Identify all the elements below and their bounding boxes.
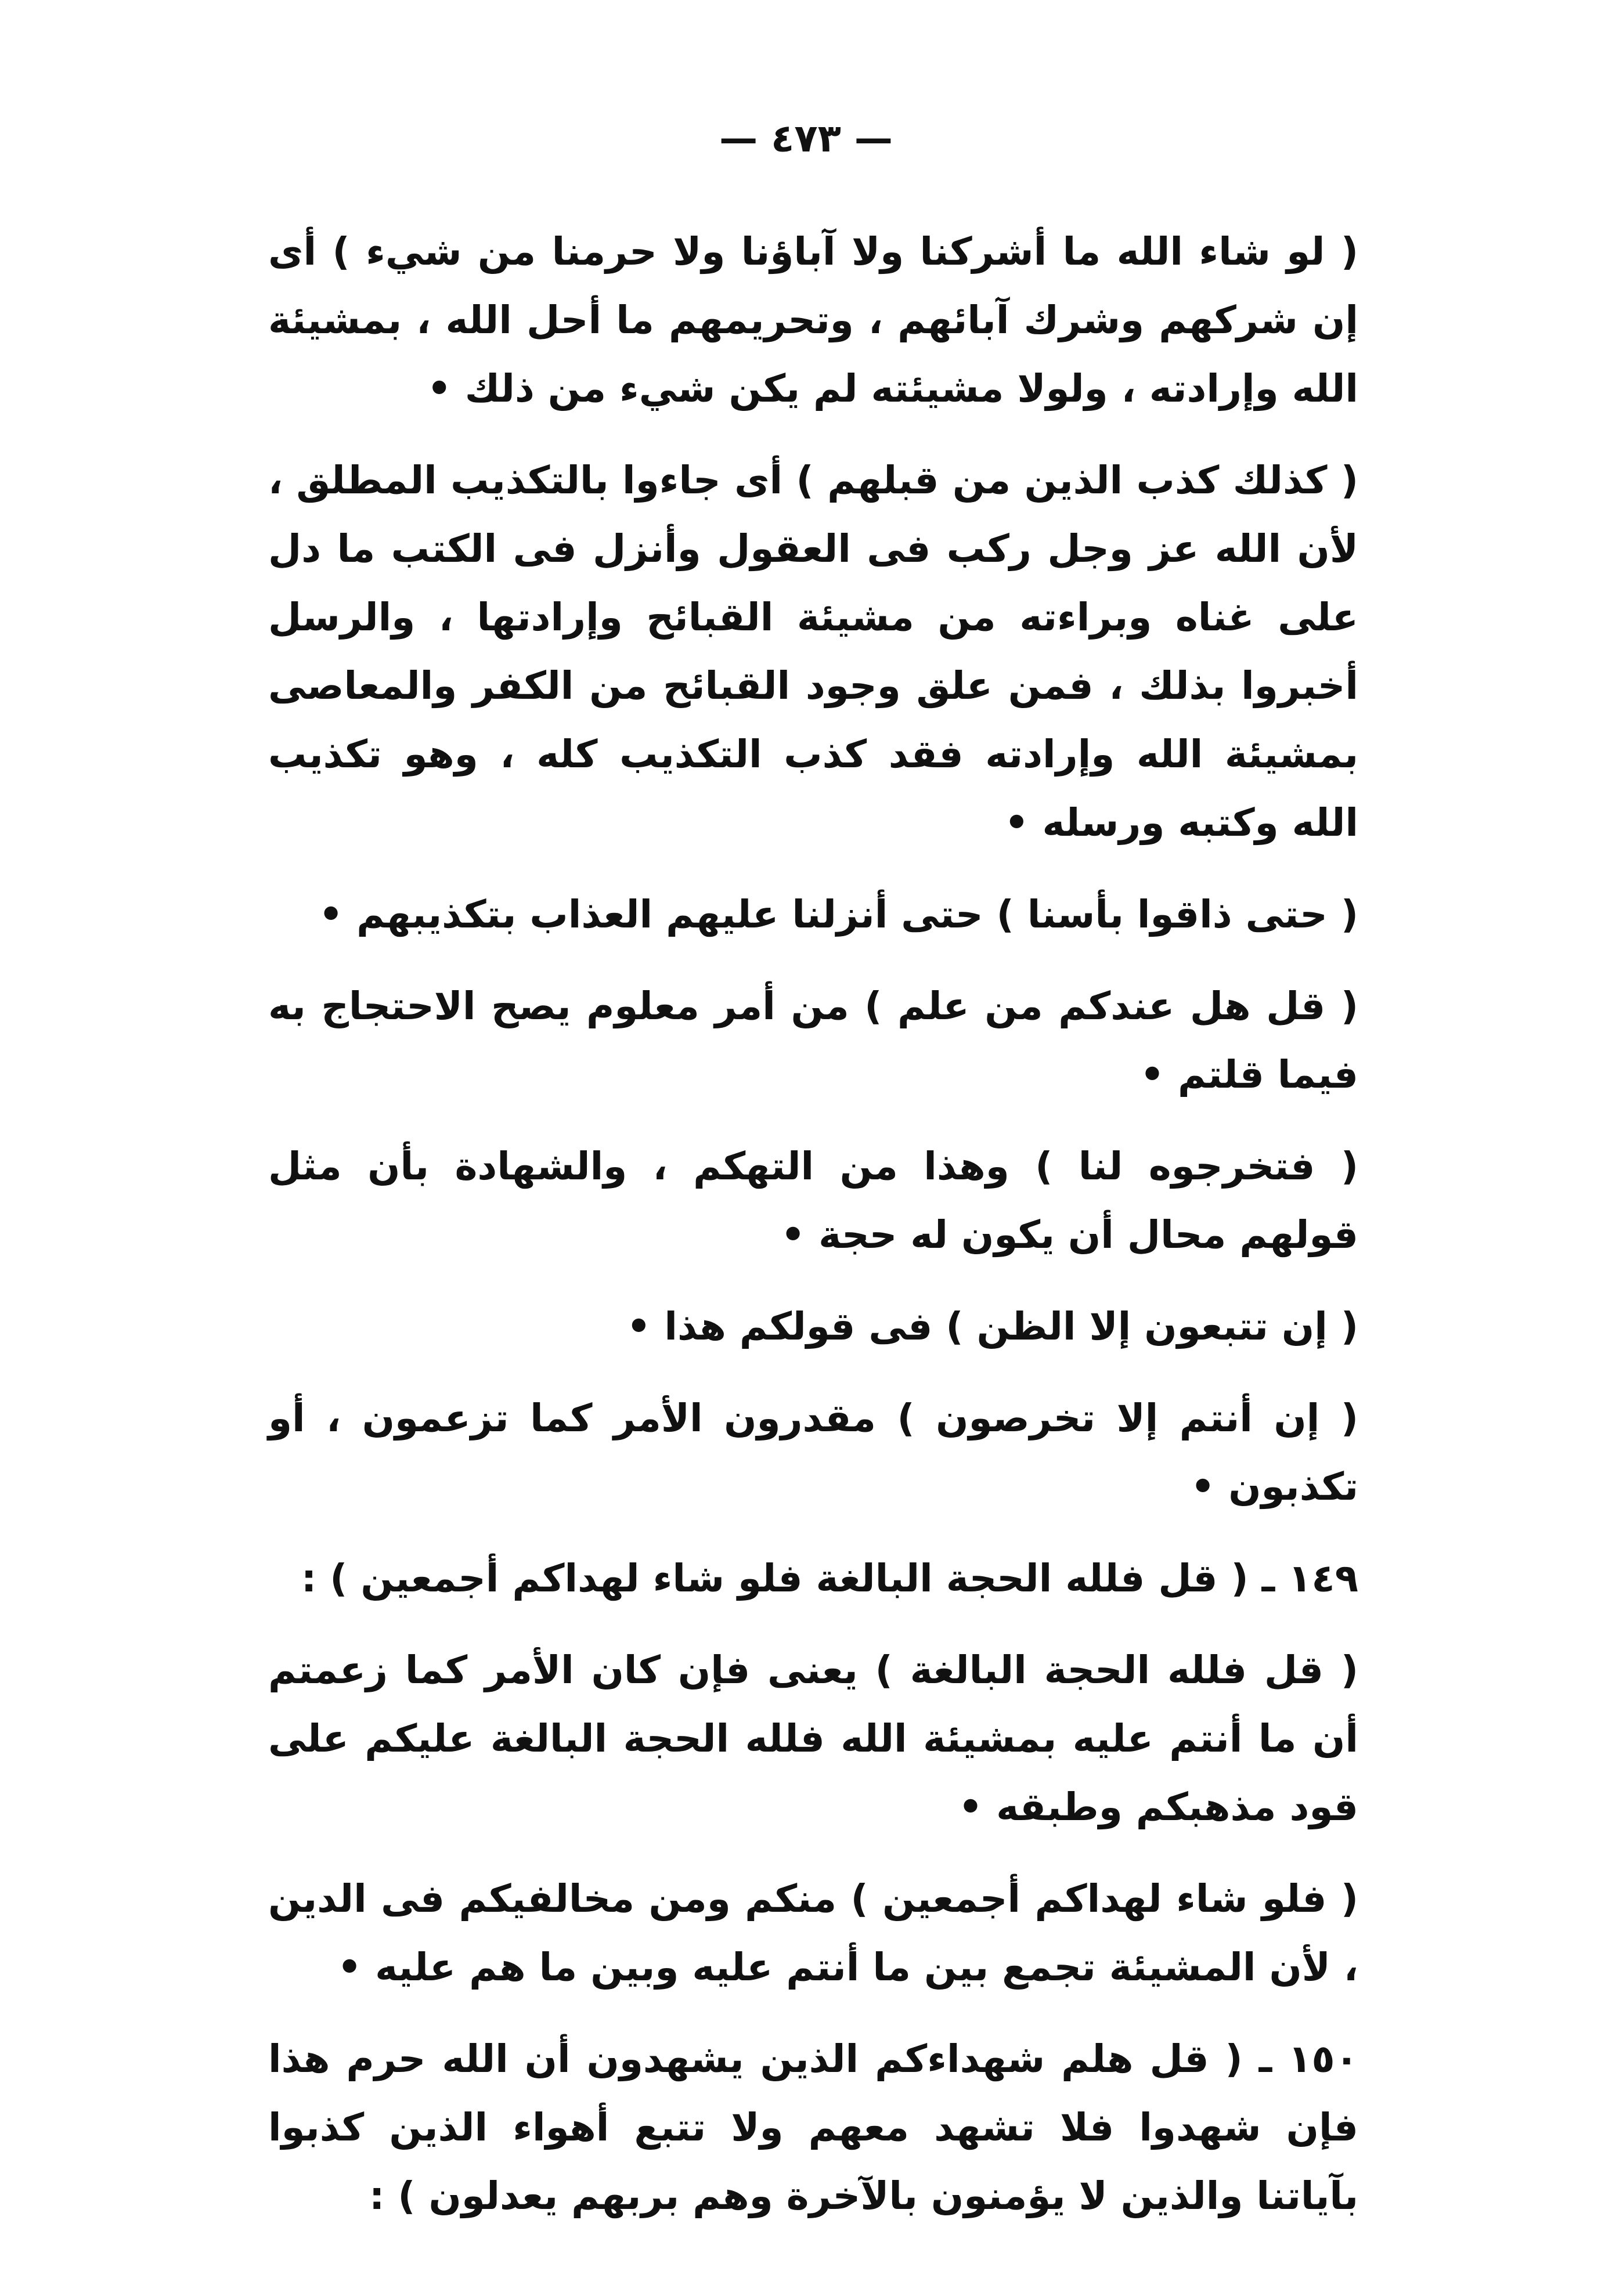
paragraph: ( لو شاء الله ما أشركنا ولا آباؤنا ولا حرمنا من شيء ) أى إن شركهم وشرك آبائهم ، وتحريمهم ما أحل الله ، بمشيئة الله وإرادته ، ولولا مشيئته لم يكن شيء من ذلك • [268,229,1358,411]
paragraph: ( قل هل عندكم من علم ) من أمر معلوم يصح الاحتجاج به فيما قلتم • [268,984,1358,1097]
verse-heading: ١٤٩ ـ ( قل فلله الحجة البالغة فلو شاء لهداكم أجمعين ) : [301,1556,1358,1601]
paragraph: ( إن تتبعون إلا الظن ) فى قولكم هذا • [626,1304,1358,1349]
verse-heading: ١٥٠ ـ ( قل هلم شهداءكم الذين يشهدون أن الله حرم هذا فإن شهدوا فلا تشهد معهم ولا تتبع أهواء الذين كذبوا بآياتنا والذين لا يؤمنون بالآخرة وهم بربهم يعدلون ) : [268,2037,1358,2218]
paragraph: ( فلو شاء لهداكم أجمعين ) منكم ومن مخالفيكم فى الدين ، لأن المشيئة تجمع بين ما أنتم عليه وبين ما هم عليه • [268,1876,1358,1990]
paragraph: ( إن أنتم إلا تخرصون ) مقدرون الأمر كما تزعمون ، أو تكذبون • [268,1396,1358,1509]
paragraph: ( حتى ذاقوا بأسنا ) حتى أنزلنا عليهم العذاب بتكذيبهم • [318,892,1358,937]
paragraph: ( كذلك كذب الذين من قبلهم ) أى جاءوا بالتكذيب المطلق ، لأن الله عز وجل ركب فى العقول وأنزل فى الكتب ما دل على غناه وبراءته من مشيئة القبائح وإرادتها ، والرسل أخبروا بذلك ، فمن علق وجود القبائح من الكفر والمعاصى بمشيئة الله وإرادته فقد كذب التكذيب كله ، وهو تكذيب الله وكتبه ورسله • [268,458,1358,845]
body-text [268,218,1358,2243]
paragraph: ( فتخرجوه لنا ) وهذا من التهكم ، والشهادة بأن مثل قولهم محال أن يكون له حجة • [268,1144,1358,1257]
page-number: — ٤٧٣ — [719,116,893,161]
paragraph: ( قل فلله الحجة البالغة ) يعنى فإن كان الأمر كما زعمتم أن ما أنتم عليه بمشيئة الله فلله الحجة البالغة عليكم على قود مذهبكم وطبقه • [268,1648,1358,1829]
